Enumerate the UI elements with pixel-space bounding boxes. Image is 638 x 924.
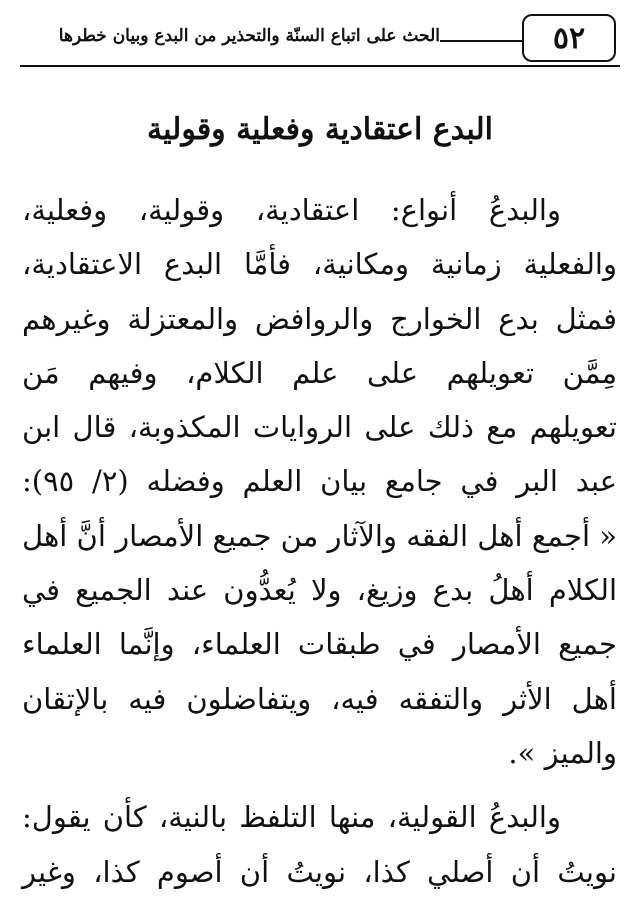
text-line: والبدعُ أنواع: اعتقادية، وقولية، وفعلية، xyxy=(22,193,561,227)
text-line: مِمَّن تعويلهم على علم الكلام، وفيهم مَن xyxy=(22,355,617,390)
text-line: أهل الأثر والتفقه فيه، ويتفاضلون فيه بالإتقان xyxy=(22,681,617,716)
text-line: تعويلهم مع ذلك على الروايات المكذوبة، قال ابن xyxy=(22,410,617,445)
header-divider xyxy=(20,65,620,67)
page-header xyxy=(20,14,620,68)
text-line: والبدعُ القولية، منها التلفظ بالنية، كأن يقول: xyxy=(22,800,561,835)
text-line: والفعلية زمانية ومكانية، فأمَّا البدع الاعتقادية، xyxy=(22,247,617,282)
text-line: الكلام أهلُ بدع وزيغ، ولا يُعدُّون عند الجميع في xyxy=(22,573,617,608)
text-line: عبد البر في جامع بيان العلم وفضله (٢/ ٩٥): xyxy=(22,464,617,499)
text-line: جميع الأمصار في طبقات العلماء، وإنَّما العلماء xyxy=(22,627,617,662)
running-title: الحث على اتباع السنّة والتحذير من البدع وبيان خطرها xyxy=(58,26,440,46)
text-line: والميز ». xyxy=(508,735,617,770)
text-line: نويتُ أن أصلي كذا، نويتُ أن أصوم كذا، وغير xyxy=(22,854,617,889)
header-rule xyxy=(440,40,522,42)
body-text xyxy=(22,183,617,899)
paragraph-gap xyxy=(22,780,617,790)
page-number: ٥٢ xyxy=(522,14,616,62)
section-title: البدع اعتقادية وفعلية وقولية xyxy=(147,112,493,147)
paragraph-1 xyxy=(22,183,617,780)
text-line: فمثل بدع الخوارج والروافض والمعتزلة وغيرهم xyxy=(22,301,617,336)
paragraph-2 xyxy=(22,790,617,899)
text-line: « أجمع أهل الفقه والآثار من جميع الأمصار أنَّ أهل xyxy=(22,518,617,553)
